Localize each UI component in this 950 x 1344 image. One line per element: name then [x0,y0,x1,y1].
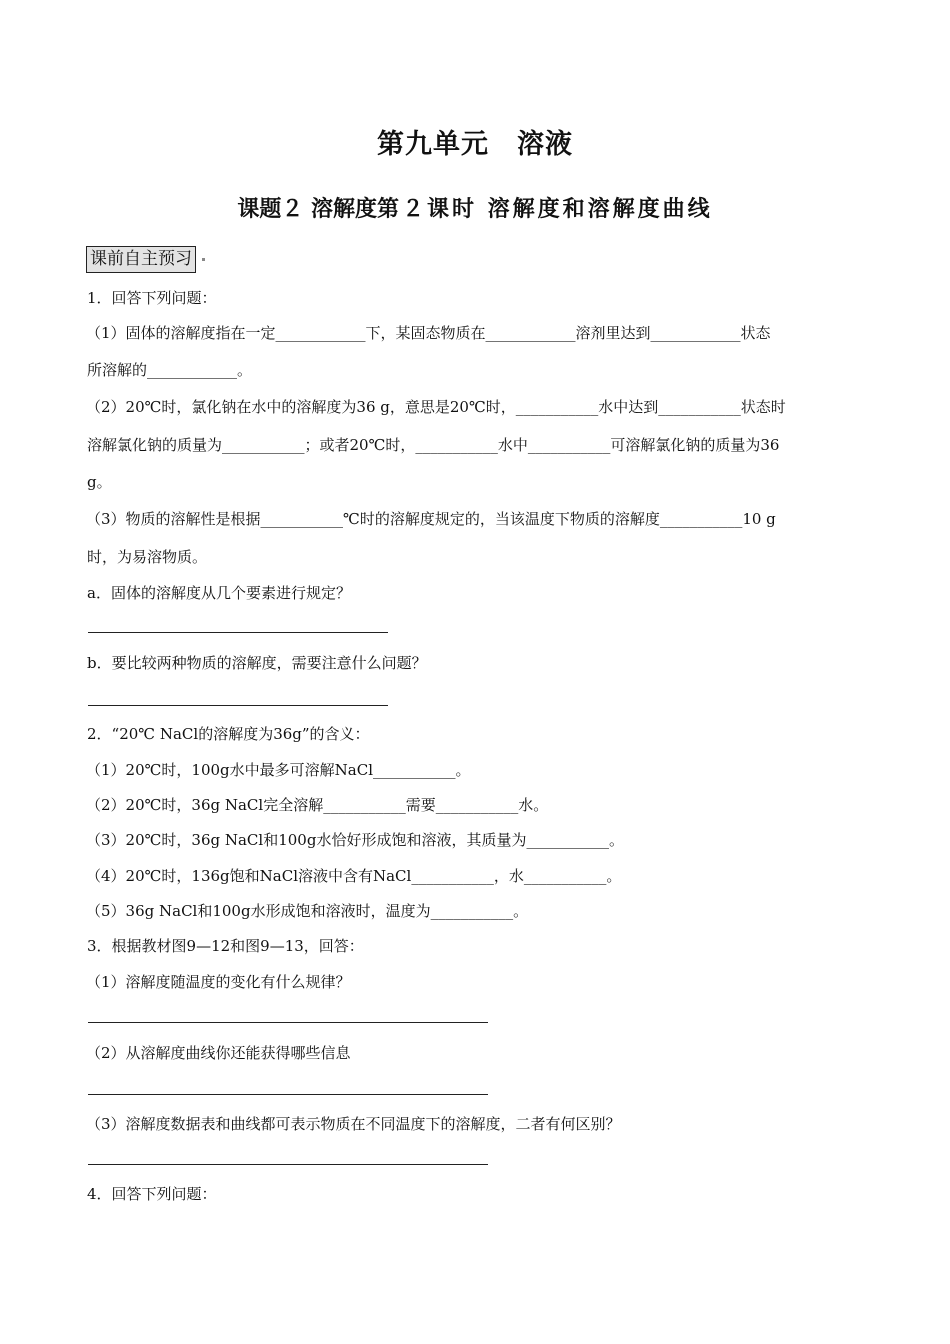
question-1-3-line-b: 时，为易溶物质。 [87,548,208,566]
question-b: b．要比较两种物质的溶解度，需要注意什么问题？ [87,654,427,672]
answer-line-a [88,632,388,633]
section-heading: 课前自主预习 [86,246,196,273]
question-1-2-line-a: （2）20℃时，氯化钠在水中的溶解度为36 g，意思是20℃时，___________水中达到___________状态时 [86,398,786,416]
answer-line-3-1 [88,1022,488,1023]
question-1: 1．回答下列问题： [87,289,217,307]
answer-line-3-2 [88,1094,488,1095]
question-2-2: （2）20℃时，36g NaCl完全溶解___________需要___________水。 [86,796,549,814]
question-2: 2．“20℃ NaCl的溶解度为36g”的含义： [87,725,370,743]
answer-line-b [88,705,388,706]
question-3-2: （2）从溶解度曲线你还能获得哪些信息 [86,1044,351,1062]
answer-line-3-3 [88,1164,488,1165]
question-2-1: （1）20℃时，100g水中最多可溶解NaCl___________。 [86,761,471,779]
lesson-title [0,192,950,223]
question-2-4: （4）20℃时，136g饱和NaCl溶液中含有NaCl___________，水___________。 [86,867,622,885]
question-1-1-line-a: （1）固体的溶解度指在一定____________下，某固态物质在____________溶剂里达到____________状态 [86,324,771,342]
question-1-1-line-b: 所溶解的____________。 [87,361,253,379]
question-2-3: （3）20℃时，36g NaCl和100g水恰好形成饱和溶液，其质量为___________。 [86,831,624,849]
question-a: a．固体的溶解度从几个要素进行规定？ [87,584,351,602]
section-heading-dot [202,258,205,261]
question-3-1: （1）溶解度随温度的变化有什么规律？ [86,973,351,991]
unit-title: 第九单元 溶液 [377,129,573,160]
lesson-title-main: 课题２ 溶解度 [237,197,377,222]
question-1-2-line-c: g。 [87,473,112,491]
question-2-5: （5）36g NaCl和100g水形成饱和溶液时，温度为___________。 [86,902,529,920]
question-1-3-line-a: （3）物质的溶解性是根据___________℃时的溶解度规定的，当该温度下物质的溶解度___________10 g [86,510,776,528]
question-3: 3．根据教材图9—12和图9—13，回答： [87,937,364,955]
question-3-3: （3）溶解度数据表和曲线都可表示物质在不同温度下的溶解度，二者有何区别？ [86,1115,621,1133]
question-1-2-line-b: 溶解氯化钠的质量为___________；或者20℃时，___________水中___________可溶解氯化钠的质量为36 [87,436,780,454]
question-4: 4．回答下列问题： [87,1185,217,1203]
lesson-title-sub: 第２课时 溶解度和溶解度曲线 [377,196,713,222]
